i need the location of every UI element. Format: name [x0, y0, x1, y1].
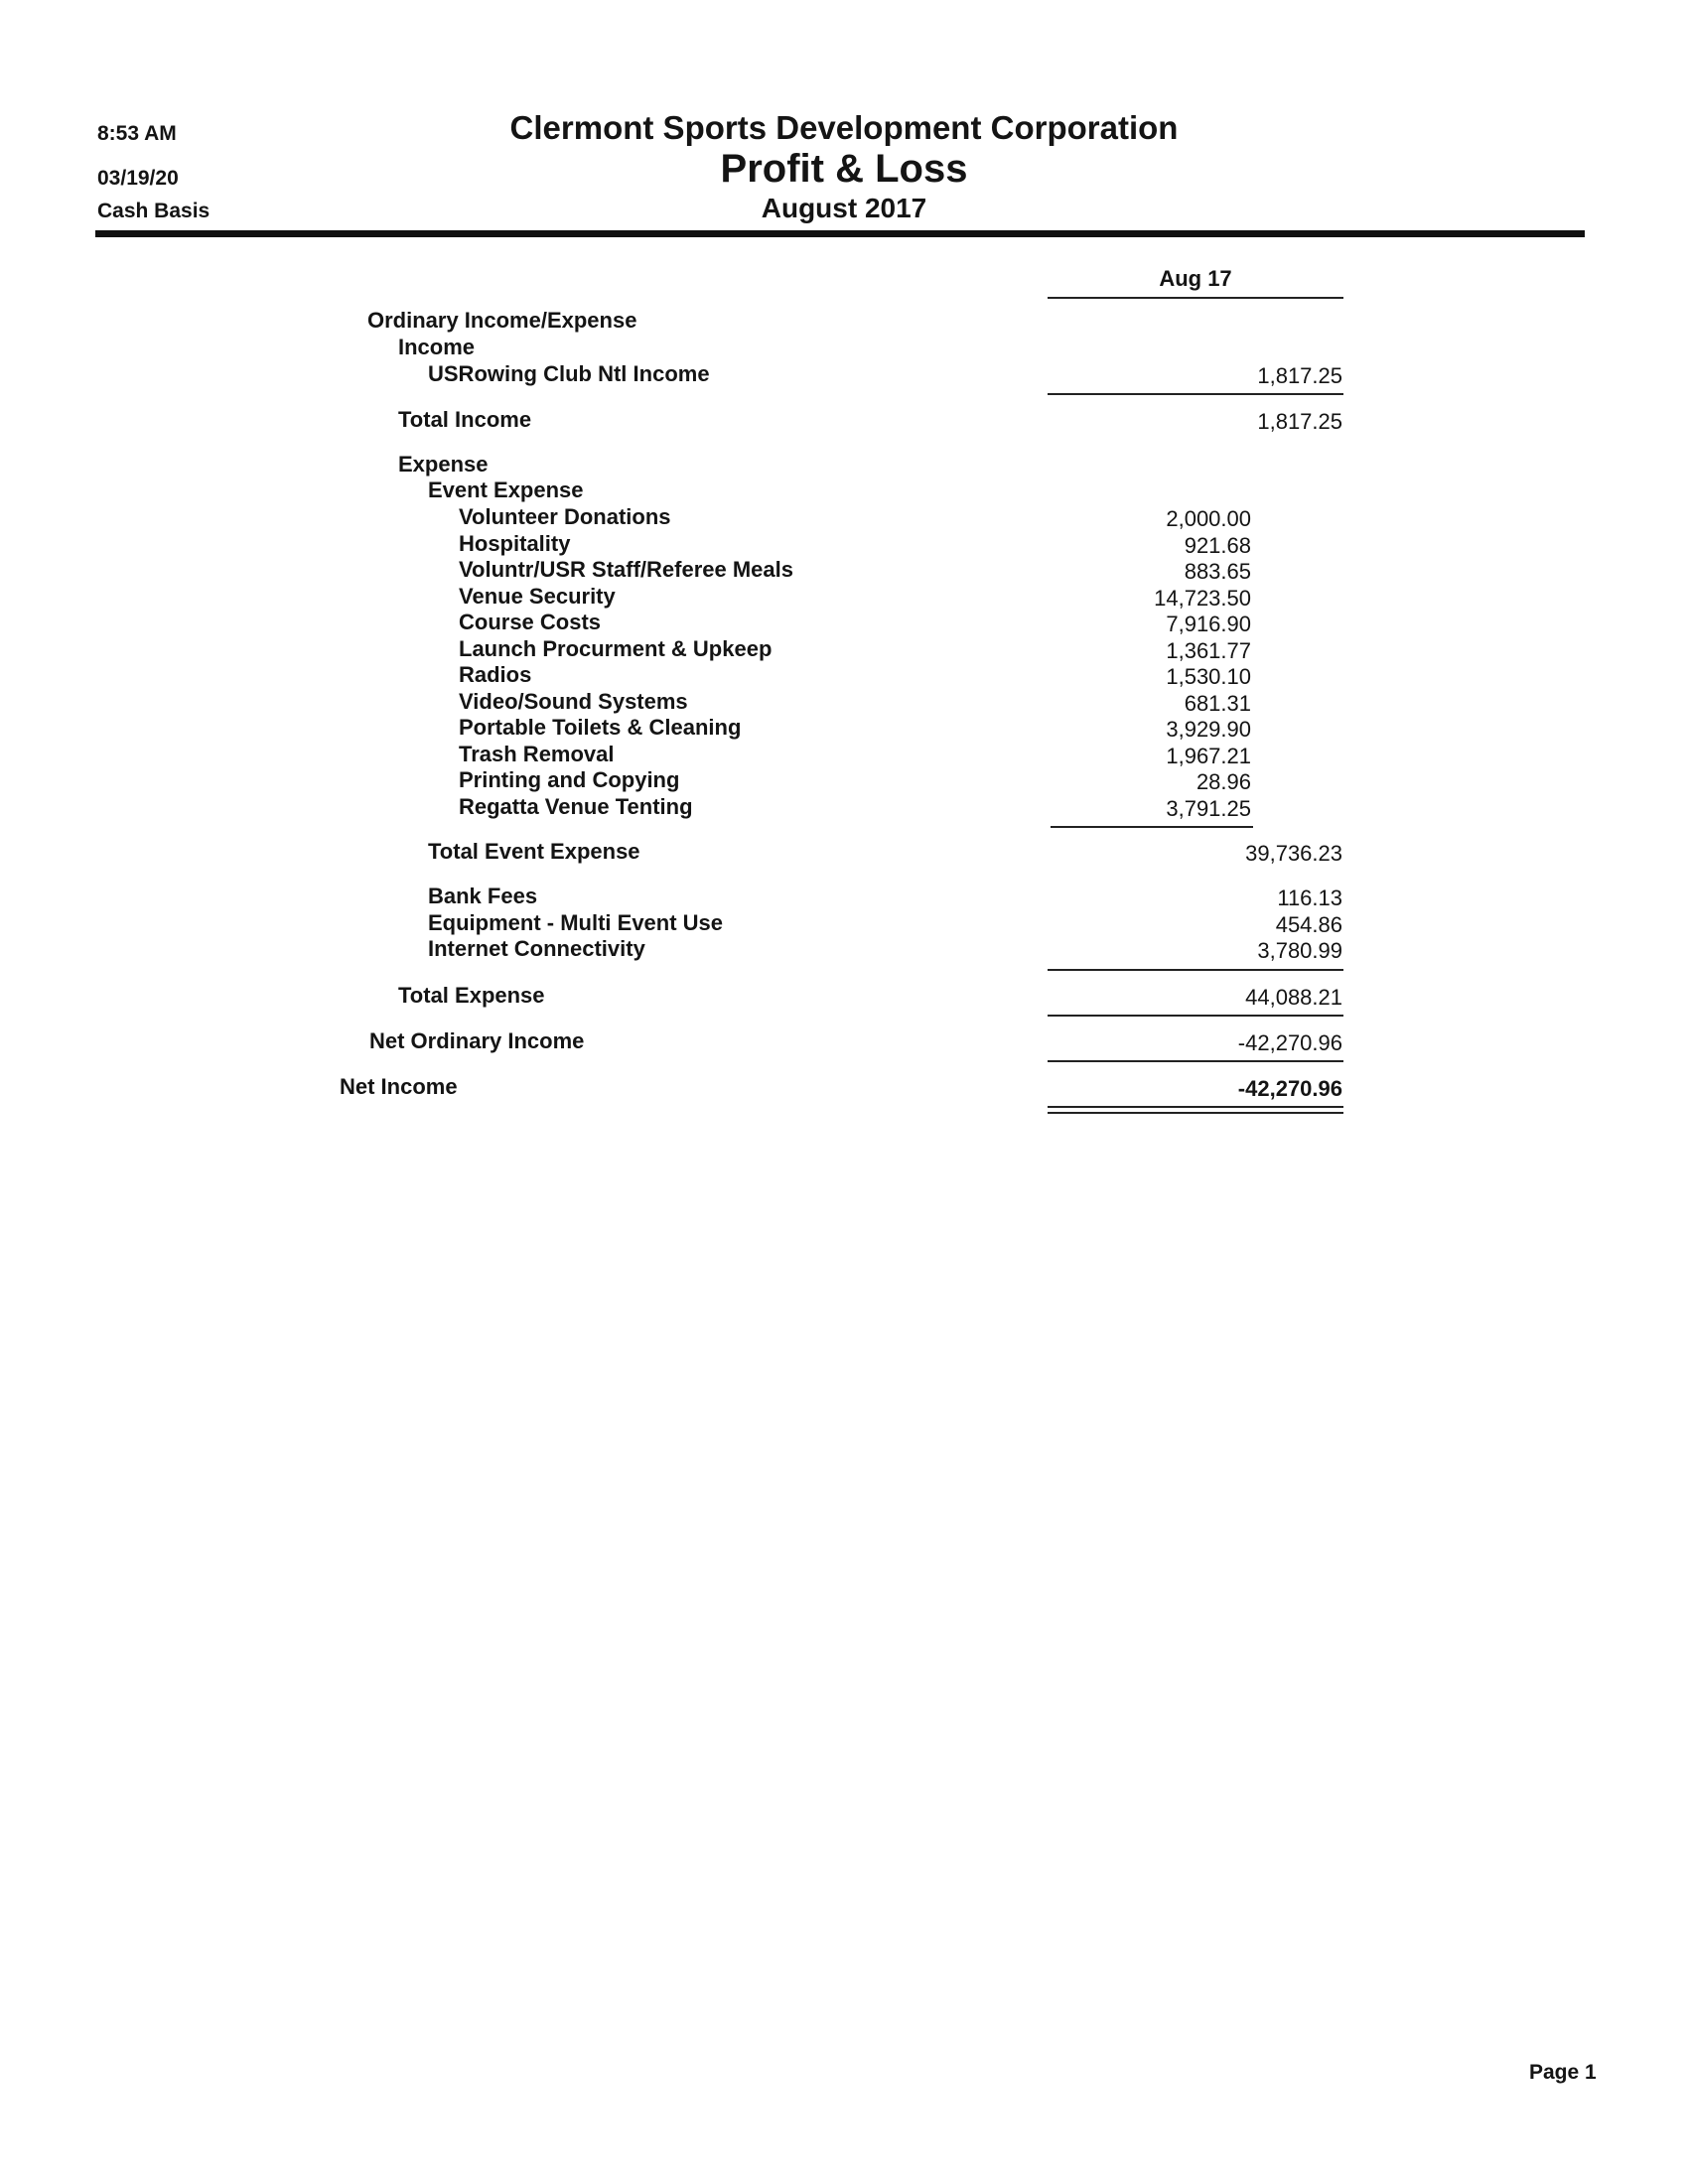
- report-date: 03/19/20: [97, 167, 179, 190]
- table-row: [0, 662, 1688, 690]
- section-event-expense: [0, 478, 1688, 505]
- row-amount: 44,088.21: [1245, 985, 1342, 1010]
- row-label: Radios: [459, 662, 532, 687]
- subtotal-rule: [1048, 393, 1343, 395]
- net-ordinary-income-row: [0, 1028, 1688, 1056]
- row-label: Portable Toilets & Cleaning: [459, 715, 742, 740]
- row-label: Volunteer Donations: [459, 504, 671, 529]
- table-row: [0, 689, 1688, 717]
- row-label: Bank Fees: [428, 884, 538, 908]
- table-row: [0, 531, 1688, 559]
- row-amount: 1,967.21: [1166, 744, 1251, 768]
- row-amount: 454.86: [1275, 912, 1342, 937]
- table-row: [0, 936, 1688, 964]
- table-row: [0, 557, 1688, 585]
- row-amount: 921.68: [1184, 533, 1251, 558]
- row-amount: 7,916.90: [1166, 612, 1251, 636]
- row-amount: 28.96: [1196, 769, 1251, 794]
- report-time: 8:53 AM: [97, 122, 177, 145]
- row-amount: 39,736.23: [1245, 841, 1342, 866]
- row-amount: 1,817.25: [1257, 363, 1342, 388]
- company-name: Clermont Sports Development Corporation: [509, 109, 1179, 146]
- subtotal-rule: [1051, 826, 1253, 828]
- row-label: Net Income: [340, 1074, 458, 1099]
- row-label: Video/Sound Systems: [459, 689, 688, 714]
- table-row: [0, 636, 1688, 664]
- double-rule-bottom: [1048, 1112, 1343, 1114]
- row-amount: 2,000.00: [1166, 506, 1251, 531]
- report-title: Profit & Loss: [720, 147, 968, 191]
- section-expense: [0, 452, 1688, 479]
- row-label: Trash Removal: [459, 742, 615, 766]
- row-label: Course Costs: [459, 610, 602, 634]
- row-amount: 1,817.25: [1257, 409, 1342, 434]
- subtotal-rule: [1048, 1060, 1343, 1062]
- row-amount: 883.65: [1184, 559, 1251, 584]
- table-row: [0, 610, 1688, 637]
- row-label: Total Expense: [398, 983, 545, 1008]
- column-header: Aug 17: [1159, 266, 1232, 291]
- row-amount: 116.13: [1277, 886, 1342, 910]
- subtotal-rule: [1048, 1015, 1343, 1017]
- row-label: Internet Connectivity: [428, 936, 645, 961]
- page-number: Page 1: [1529, 2061, 1597, 2084]
- row-amount: -42,270.96: [1237, 1030, 1342, 1055]
- net-income-row: [0, 1074, 1688, 1102]
- section-income: [0, 335, 1688, 362]
- row-amount: 14,723.50: [1154, 586, 1251, 611]
- row-label: Expense: [398, 452, 489, 477]
- total-event-expense-row: [0, 839, 1688, 867]
- row-amount: 3,791.25: [1166, 796, 1251, 821]
- row-amount: -42,270.96: [1237, 1076, 1342, 1101]
- table-row: [0, 504, 1688, 532]
- row-amount: 1,361.77: [1166, 638, 1251, 663]
- row-label: Hospitality: [459, 531, 571, 556]
- header-rule: [95, 230, 1585, 237]
- row-amount: 1,530.10: [1166, 664, 1251, 689]
- table-row: [0, 767, 1688, 795]
- row-label: Regatta Venue Tenting: [459, 794, 693, 819]
- table-row: [0, 715, 1688, 743]
- row-amount: 3,929.90: [1166, 717, 1251, 742]
- subtotal-rule: [1048, 969, 1343, 971]
- table-row: [0, 584, 1688, 612]
- total-expense-row: [0, 983, 1688, 1011]
- report-period: August 2017: [761, 193, 927, 223]
- row-label: Launch Procurment & Upkeep: [459, 636, 773, 661]
- row-label: Venue Security: [459, 584, 616, 609]
- row-label: Total Income: [398, 407, 532, 432]
- section-ordinary: [0, 308, 1688, 336]
- row-amount: 681.31: [1184, 691, 1251, 716]
- table-row: [0, 794, 1688, 822]
- double-rule-top: [1048, 1106, 1343, 1108]
- column-header-underline: [1048, 297, 1343, 299]
- row-label: USRowing Club Ntl Income: [428, 361, 710, 386]
- table-row: [0, 910, 1688, 938]
- report-basis: Cash Basis: [97, 200, 211, 222]
- row-label: Total Event Expense: [428, 839, 640, 864]
- row-label: Net Ordinary Income: [369, 1028, 585, 1053]
- row-amount: 3,780.99: [1257, 938, 1342, 963]
- row-label: Voluntr/USR Staff/Referee Meals: [459, 557, 794, 582]
- table-row: [0, 742, 1688, 769]
- table-row: [0, 884, 1688, 911]
- row-label: Event Expense: [428, 478, 584, 502]
- row-label: Equipment - Multi Event Use: [428, 910, 724, 935]
- total-income-row: [0, 407, 1688, 435]
- row-label: Income: [398, 335, 476, 359]
- table-row: [0, 361, 1688, 389]
- row-label: Printing and Copying: [459, 767, 680, 792]
- row-label: Ordinary Income/Expense: [367, 308, 637, 333]
